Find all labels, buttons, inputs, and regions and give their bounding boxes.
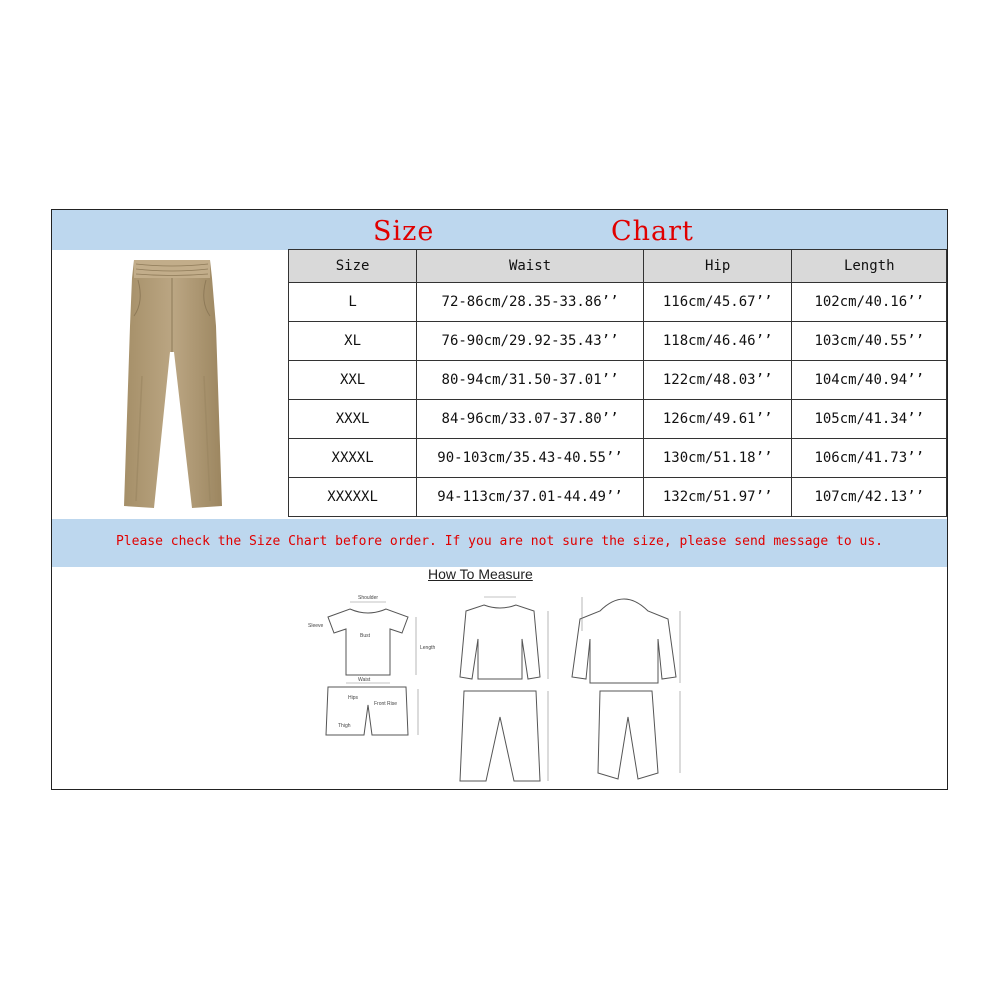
header-waist: Waist [417, 250, 644, 283]
header-hip: Hip [643, 250, 792, 283]
header-length: Length [792, 250, 947, 283]
table-row [289, 400, 947, 439]
label-hips: Hips [348, 695, 359, 701]
label-thigh: Thigh [338, 723, 351, 729]
size-table [288, 249, 947, 517]
cell-length: 104cm/40.94’’ [792, 361, 947, 400]
jogger-diagram [598, 691, 658, 779]
cell-hip: 118cm/46.46’’ [643, 322, 792, 361]
header-size: Size [289, 250, 417, 283]
notice-band [52, 519, 947, 567]
trousers-diagram [460, 691, 540, 781]
size-chart-frame [51, 209, 948, 790]
label-bust: Bust [360, 633, 371, 639]
label-waist: Waist [358, 677, 371, 683]
notice-text: Please check the Size Chart before order. If you are not sure the size, please send message to us. [115, 534, 883, 549]
cell-hip: 132cm/51.97’’ [643, 478, 792, 517]
table-row [289, 322, 947, 361]
measure-diagrams [288, 567, 708, 789]
hoodie-diagram [572, 599, 676, 683]
cell-waist: 94-113cm/37.01-44.49’’ [417, 478, 644, 517]
label-front-rise: Front Rise [374, 701, 398, 707]
label-shoulder: Shoulder [358, 595, 379, 601]
how-to-measure-section [288, 567, 708, 789]
cell-waist: 84-96cm/33.07-37.80’’ [417, 400, 644, 439]
cell-size: XXXXL [289, 439, 417, 478]
label-length: Length [420, 645, 436, 651]
table-header-row [289, 250, 947, 283]
shirt-diagram [460, 605, 540, 679]
cell-size: L [289, 283, 417, 322]
cell-size: XXXL [289, 400, 417, 439]
cell-hip: 126cm/49.61’’ [643, 400, 792, 439]
pants-product-image [112, 256, 232, 514]
cell-hip: 122cm/48.03’’ [643, 361, 792, 400]
table-row [289, 283, 947, 322]
tshirt-diagram [328, 609, 408, 675]
cell-waist: 76-90cm/29.92-35.43’’ [417, 322, 644, 361]
cell-hip: 130cm/51.18’’ [643, 439, 792, 478]
cell-length: 102cm/40.16’’ [792, 283, 947, 322]
cell-size: XL [289, 322, 417, 361]
table-row [289, 478, 947, 517]
cell-length: 107cm/42.13’’ [792, 478, 947, 517]
table-row [289, 439, 947, 478]
cell-size: XXXXXL [289, 478, 417, 517]
cell-size: XXL [289, 361, 417, 400]
label-sleeve: Sleeve [308, 623, 324, 629]
cell-waist: 90-103cm/35.43-40.55’’ [417, 439, 644, 478]
title-word-chart: Chart [611, 216, 694, 247]
title-word-size: Size [373, 216, 435, 247]
cell-length: 103cm/40.55’’ [792, 322, 947, 361]
cell-waist: 72-86cm/28.35-33.86’’ [417, 283, 644, 322]
table-row [289, 361, 947, 400]
cell-waist: 80-94cm/31.50-37.01’’ [417, 361, 644, 400]
cell-length: 105cm/41.34’’ [792, 400, 947, 439]
how-to-measure-title: How To Measure [428, 566, 533, 582]
cell-hip: 116cm/45.67’’ [643, 283, 792, 322]
title-band [52, 210, 947, 250]
cell-length: 106cm/41.73’’ [792, 439, 947, 478]
